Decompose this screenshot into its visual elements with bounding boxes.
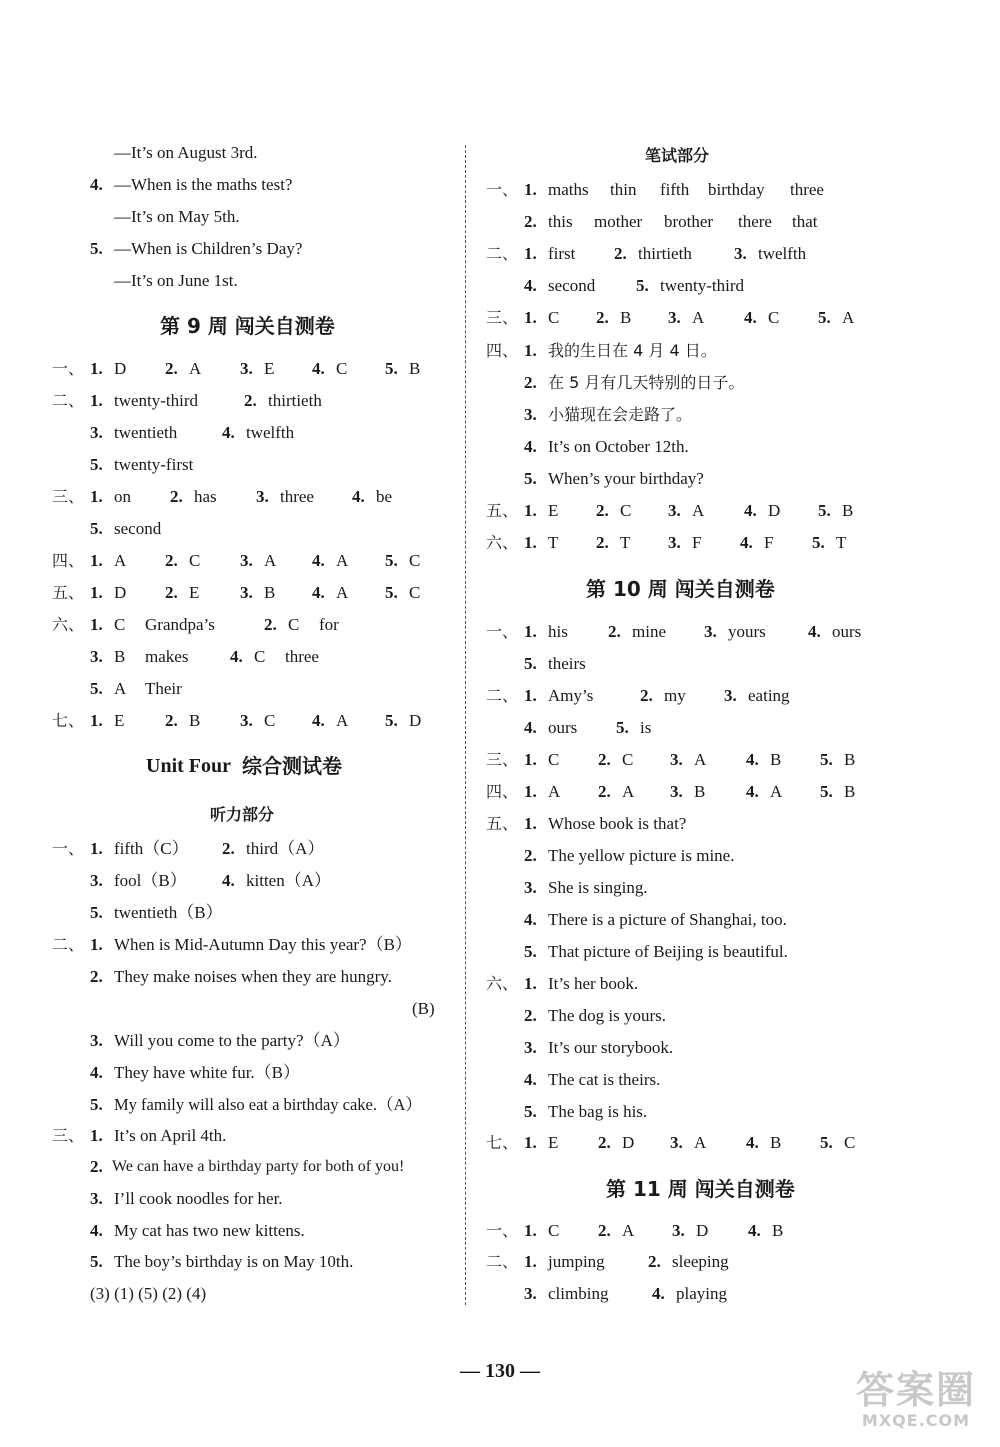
answer-line: They have white fur.（B） [114, 1063, 301, 1082]
item-answer: twentieth（B） [114, 903, 223, 922]
item-number: 1. [524, 533, 537, 552]
answer-line: The yellow picture is mine. [548, 846, 735, 865]
item-answer: A [548, 782, 561, 801]
item-answer: climbing [548, 1284, 609, 1303]
item-number: 5. [90, 903, 103, 922]
item-number: 5. [90, 1252, 103, 1271]
item-answer: has [194, 487, 217, 506]
answer-line: Whose book is that? [548, 814, 687, 833]
answer-line: My cat has two new kittens. [114, 1221, 305, 1240]
answer-line: Will you come to the party?（A） [114, 1031, 350, 1050]
item-answer: A [692, 308, 705, 327]
item-number: 1. [90, 1126, 103, 1145]
item-answer: T [548, 533, 559, 552]
item-answer: A [842, 308, 855, 327]
item-answer: D [696, 1221, 709, 1240]
item-number: 2. [596, 308, 609, 327]
watermark-url: MXQE.COM [861, 1411, 971, 1430]
section-marker: 四、 [486, 341, 519, 360]
item-number: 5. [818, 308, 831, 327]
item-number: 3. [90, 871, 103, 890]
item-answer: twenty-third [660, 276, 745, 295]
item-answer: second [114, 519, 162, 538]
item-answer: third（A） [246, 839, 325, 858]
item-word: Their [145, 679, 182, 698]
item-answer: thirtieth [638, 244, 692, 263]
subsection-heading: 听力部分 [210, 805, 275, 824]
item-number: 4. [90, 1221, 103, 1240]
section-marker: 六、 [52, 615, 85, 634]
item-number: 4. [746, 782, 759, 801]
item-answer: Amy’s [548, 686, 594, 705]
item-number: 5. [385, 583, 398, 602]
section-marker: 三、 [486, 750, 519, 769]
item-answer: sleeping [672, 1252, 729, 1271]
item-number: 5. [820, 782, 833, 801]
answer-word: fifth [660, 180, 690, 199]
item-word: three [285, 647, 319, 666]
item-answer: D [114, 359, 127, 378]
item-number: 1. [524, 750, 537, 769]
item-number: 4. [312, 359, 325, 378]
item-number: 1. [90, 935, 103, 954]
item-answer: A [114, 551, 127, 570]
item-number: 5. [616, 718, 629, 737]
item-answer: E [264, 359, 275, 378]
section-marker: 四、 [486, 782, 519, 801]
item-answer: A [694, 750, 707, 769]
answer-line: The dog is yours. [548, 1006, 667, 1025]
answer-line: She is singing. [548, 878, 648, 897]
item-answer: C [254, 647, 266, 666]
item-answer: B [770, 1133, 782, 1152]
item-answer: be [376, 487, 393, 506]
item-answer: T [836, 533, 847, 552]
item-answer: C [336, 359, 348, 378]
item-number: 2. [608, 622, 621, 641]
item-number: 2. [165, 359, 178, 378]
section-marker: 五、 [52, 583, 85, 602]
item-answer: C [264, 711, 276, 730]
item-number: 2. [165, 551, 178, 570]
item-number: 1. [524, 244, 537, 263]
item-answer: A [692, 501, 705, 520]
item-answer: D [114, 583, 127, 602]
item-number: 2. [165, 711, 178, 730]
item-number: 1. [524, 1252, 537, 1271]
item-number: 3. [670, 1133, 683, 1152]
answer-line: It’s her book. [548, 974, 639, 993]
item-answer: his [548, 622, 568, 641]
item-answer: C [548, 1221, 560, 1240]
item-number: 4. [748, 1221, 761, 1240]
answer-line: —When is Children’s Day? [114, 239, 303, 258]
item-number: 2. [598, 1133, 611, 1152]
item-number: 3. [524, 405, 537, 424]
item-number: 1. [90, 615, 103, 634]
item-answer: E [548, 501, 559, 520]
item-answer: B [842, 501, 854, 520]
item-answer: A [622, 782, 635, 801]
item-number: 4. [230, 647, 243, 666]
item-answer: D [409, 711, 422, 730]
item-number: 1. [524, 501, 537, 520]
item-number: 4. [524, 276, 537, 295]
item-number: 4. [740, 533, 753, 552]
item-number: 5. [385, 711, 398, 730]
item-answer: C [768, 308, 780, 327]
section-marker: 一、 [52, 839, 85, 858]
section-marker: 二、 [52, 935, 85, 954]
item-answer: three [280, 487, 314, 506]
item-number: 1. [524, 1133, 537, 1152]
item-number: 2. [165, 583, 178, 602]
item-number: 4. [90, 1063, 103, 1082]
item-answer: A [770, 782, 783, 801]
section-marker: 二、 [52, 391, 85, 410]
item-number: 2. [244, 391, 257, 410]
item-number: 2. [90, 1157, 103, 1176]
section-marker: 一、 [52, 359, 85, 378]
watermark-text: 答案圈 [855, 1368, 976, 1412]
item-number: 5. [820, 750, 833, 769]
section-marker: 六、 [486, 974, 519, 993]
item-word: makes [145, 647, 189, 666]
item-number: 1. [90, 487, 103, 506]
item-number: 4. [808, 622, 821, 641]
item-number: 2. [524, 1006, 537, 1025]
answer-word: thin [610, 180, 637, 199]
answer-word: mother [594, 212, 643, 231]
item-number: 1. [90, 551, 103, 570]
item-number: 3. [704, 622, 717, 641]
item-number: 1. [524, 180, 537, 199]
item-number: 3. [734, 244, 747, 263]
item-number: 5. [90, 679, 103, 698]
item-number: 3. [256, 487, 269, 506]
section-marker: 三、 [52, 1126, 85, 1145]
section-marker: 二、 [486, 244, 519, 263]
item-answer: B [620, 308, 632, 327]
section-marker: 三、 [52, 487, 85, 506]
item-number: 1. [524, 686, 537, 705]
section-marker: 二、 [486, 686, 519, 705]
item-number: 2. [598, 782, 611, 801]
item-answer: fifth（C） [114, 839, 189, 858]
item-answer: A [336, 551, 349, 570]
item-answer: A [336, 711, 349, 730]
item-answer: E [189, 583, 200, 602]
item-answer: A [189, 359, 202, 378]
answer-line: When is Mid-Autumn Day this year?（B） [114, 935, 412, 954]
item-number: 3. [240, 711, 253, 730]
answer-word: birthday [708, 180, 765, 199]
section-marker: 四、 [52, 551, 85, 570]
item-answer: first [548, 244, 576, 263]
answer-line: 我的生日在 4 月 4 日。 [548, 341, 717, 360]
item-answer: C [409, 551, 421, 570]
item-answer: A [694, 1133, 707, 1152]
item-number: 1. [524, 308, 537, 327]
item-number: 3. [240, 583, 253, 602]
answer-word: brother [664, 212, 714, 231]
item-answer: B [844, 782, 856, 801]
item-number: 3. [90, 423, 103, 442]
item-number: 5. [524, 942, 537, 961]
item-number: 2. [596, 501, 609, 520]
item-answer: thirtieth [268, 391, 322, 410]
item-answer: C [548, 308, 560, 327]
item-number: 4. [524, 910, 537, 929]
item-number: 2. [614, 244, 627, 263]
column-divider [465, 145, 466, 1305]
item-number: 1. [524, 341, 537, 360]
watermark-logo [846, 1369, 986, 1439]
item-number: 4. [652, 1284, 665, 1303]
item-number: 4. [312, 551, 325, 570]
item-answer: A [336, 583, 349, 602]
item-answer: jumping [548, 1252, 605, 1271]
section-marker: 六、 [486, 533, 519, 552]
item-number: 2. [264, 615, 277, 634]
item-number: 4. [524, 718, 537, 737]
answer-line: My family will also eat a birthday cake.（A） [114, 1095, 422, 1114]
answer-line: It’s our storybook. [548, 1038, 674, 1057]
item-answer: yours [728, 622, 766, 641]
answer-word: this [548, 212, 573, 231]
item-number: 5. [385, 551, 398, 570]
item-answer: second [548, 276, 596, 295]
item-number: 5. [385, 359, 398, 378]
item-number: 3. [90, 1189, 103, 1208]
item-answer: C [409, 583, 421, 602]
item-number: 1. [524, 622, 537, 641]
item-answer: twenty-third [114, 391, 199, 410]
answer-line: It’s on April 4th. [114, 1126, 227, 1145]
item-number: 4. [312, 583, 325, 602]
item-number: 3. [90, 647, 103, 666]
section-heading: 第 11 周 闯关自测卷 [606, 1177, 795, 1201]
item-answer: C [844, 1133, 856, 1152]
item-number: 4. [524, 1070, 537, 1089]
item-answer: theirs [548, 654, 586, 673]
item-answer: D [768, 501, 781, 520]
item-answer: A [622, 1221, 635, 1240]
answer-line: —It’s on May 5th. [114, 207, 240, 226]
item-number: 5. [820, 1133, 833, 1152]
section-marker: 五、 [486, 501, 519, 520]
item-answer: D [622, 1133, 635, 1152]
item-number: 5. [818, 501, 831, 520]
item-number: 3. [670, 750, 683, 769]
item-answer: kitten（A） [246, 871, 331, 890]
item-word: Grandpa’s [145, 615, 215, 634]
item-number: 4. [746, 1133, 759, 1152]
item-number: 1. [90, 583, 103, 602]
item-number: 3. [668, 501, 681, 520]
item-number: 2. [596, 533, 609, 552]
answer-line: —It’s on June 1st. [114, 271, 238, 290]
item-number: 3. [670, 782, 683, 801]
item-number: 1. [90, 839, 103, 858]
item-number: 5. [636, 276, 649, 295]
answer-word: maths [548, 180, 589, 199]
answer-line: It’s on October 12th. [548, 437, 689, 456]
item-answer: A [264, 551, 277, 570]
section-marker: 一、 [486, 180, 519, 199]
item-number: 3. [240, 359, 253, 378]
item-number: 4. [312, 711, 325, 730]
section-heading: Unit Four [146, 755, 231, 777]
item-number: 1. [90, 359, 103, 378]
item-number: 2. [598, 750, 611, 769]
item-answer: fool（B） [114, 871, 187, 890]
item-number: 5. [90, 1095, 103, 1114]
item-number: 1. [524, 814, 537, 833]
answer-word: that [792, 212, 818, 231]
item-answer: eating [748, 686, 790, 705]
item-answer: C [620, 501, 632, 520]
item-number: 5. [812, 533, 825, 552]
item-answer: C [189, 551, 201, 570]
item-answer: my [664, 686, 686, 705]
item-number: 5. [90, 239, 103, 258]
section-heading: 综合测试卷 [242, 754, 342, 778]
section-marker: 七、 [486, 1133, 519, 1152]
item-number: 3. [524, 1284, 537, 1303]
item-answer: B [264, 583, 276, 602]
item-answer: A [114, 679, 127, 698]
section-heading: 第 9 周 闯关自测卷 [160, 314, 335, 338]
item-number: 3. [668, 533, 681, 552]
item-answer: C [288, 615, 300, 634]
item-number: 3. [524, 1038, 537, 1057]
item-answer: on [114, 487, 131, 506]
answer-line: (B) [412, 999, 435, 1018]
section-marker: 一、 [486, 1221, 519, 1240]
item-answer: E [548, 1133, 559, 1152]
section-marker: 五、 [486, 814, 519, 833]
item-answer: C [622, 750, 634, 769]
item-answer: ours [832, 622, 862, 641]
item-number: 5. [524, 1102, 537, 1121]
item-answer: B [189, 711, 201, 730]
item-answer: B [694, 782, 706, 801]
item-answer: T [620, 533, 631, 552]
answer-line: I’ll cook noodles for her. [114, 1189, 283, 1208]
item-number: 3. [524, 878, 537, 897]
answer-line: The bag is his. [548, 1102, 648, 1121]
item-number: 2. [524, 373, 537, 392]
answer-line: When’s your birthday? [548, 469, 704, 488]
item-answer: C [114, 615, 126, 634]
section-marker: 三、 [486, 308, 519, 327]
section-marker: 二、 [486, 1252, 519, 1271]
item-answer: playing [676, 1284, 727, 1303]
item-answer: twelfth [758, 244, 807, 263]
item-number: 2. [90, 967, 103, 986]
item-answer: B [844, 750, 856, 769]
answer-line: The cat is theirs. [548, 1070, 661, 1089]
answer-word: three [790, 180, 824, 199]
item-number: 4. [744, 308, 757, 327]
item-number: 5. [524, 469, 537, 488]
item-answer: twenty-first [114, 455, 194, 474]
answer-line: There is a picture of Shanghai, too. [548, 910, 787, 929]
answer-line: 小猫现在会走路了。 [548, 405, 693, 424]
item-number: 2. [640, 686, 653, 705]
section-marker: 一、 [486, 622, 519, 641]
item-answer: twentieth [114, 423, 178, 442]
item-number: 4. [222, 871, 235, 890]
answer-line: The boy’s birthday is on May 10th. [114, 1252, 354, 1271]
item-number: 1. [90, 711, 103, 730]
item-number: 1. [524, 974, 537, 993]
item-number: 4. [746, 750, 759, 769]
subsection-heading: 笔试部分 [645, 146, 710, 165]
item-number: 3. [668, 308, 681, 327]
item-number: 3. [240, 551, 253, 570]
item-number: 3. [90, 1031, 103, 1050]
item-answer: B [770, 750, 782, 769]
item-number: 4. [524, 437, 537, 456]
item-number: 2. [598, 1221, 611, 1240]
item-number: 2. [222, 839, 235, 858]
answer-line: They make noises when they are hungry. [114, 967, 392, 986]
item-number: 1. [524, 782, 537, 801]
item-answer: B [114, 647, 126, 666]
item-answer: E [114, 711, 125, 730]
item-number: 4. [222, 423, 235, 442]
item-number: 5. [90, 455, 103, 474]
item-answer: C [548, 750, 560, 769]
item-answer: B [409, 359, 421, 378]
answer-line: We can have a birthday party for both of you! [112, 1158, 405, 1175]
item-answer: F [692, 533, 702, 552]
item-word: for [319, 615, 339, 634]
item-answer: is [640, 718, 652, 737]
item-number: 4. [90, 175, 103, 194]
item-answer: F [764, 533, 774, 552]
section-marker: 七、 [52, 711, 85, 730]
item-answer: twelfth [246, 423, 295, 442]
answer-line: —It’s on August 3rd. [114, 143, 258, 162]
item-number: 3. [724, 686, 737, 705]
answer-line: That picture of Beijing is beautiful. [548, 942, 788, 961]
item-number: 4. [744, 501, 757, 520]
item-number: 2. [170, 487, 183, 506]
item-answer: B [772, 1221, 784, 1240]
item-answer: ours [548, 718, 578, 737]
item-number: 3. [672, 1221, 685, 1240]
item-number: 5. [90, 519, 103, 538]
page-number: — 130 — [460, 1360, 540, 1382]
section-heading: 第 10 周 闯关自测卷 [586, 577, 775, 601]
answer-word: there [738, 212, 772, 231]
item-number: 2. [524, 846, 537, 865]
item-number: 1. [524, 1221, 537, 1240]
answer-line: (3) (1) (5) (2) (4) [90, 1284, 207, 1303]
answer-line: —When is the maths test? [114, 175, 293, 194]
item-number: 4. [352, 487, 365, 506]
answer-line: 在 5 月有几天特别的日子。 [548, 373, 745, 392]
item-number: 2. [648, 1252, 661, 1271]
item-number: 5. [524, 654, 537, 673]
item-answer: mine [632, 622, 666, 641]
item-number: 2. [524, 212, 537, 231]
item-number: 1. [90, 391, 103, 410]
